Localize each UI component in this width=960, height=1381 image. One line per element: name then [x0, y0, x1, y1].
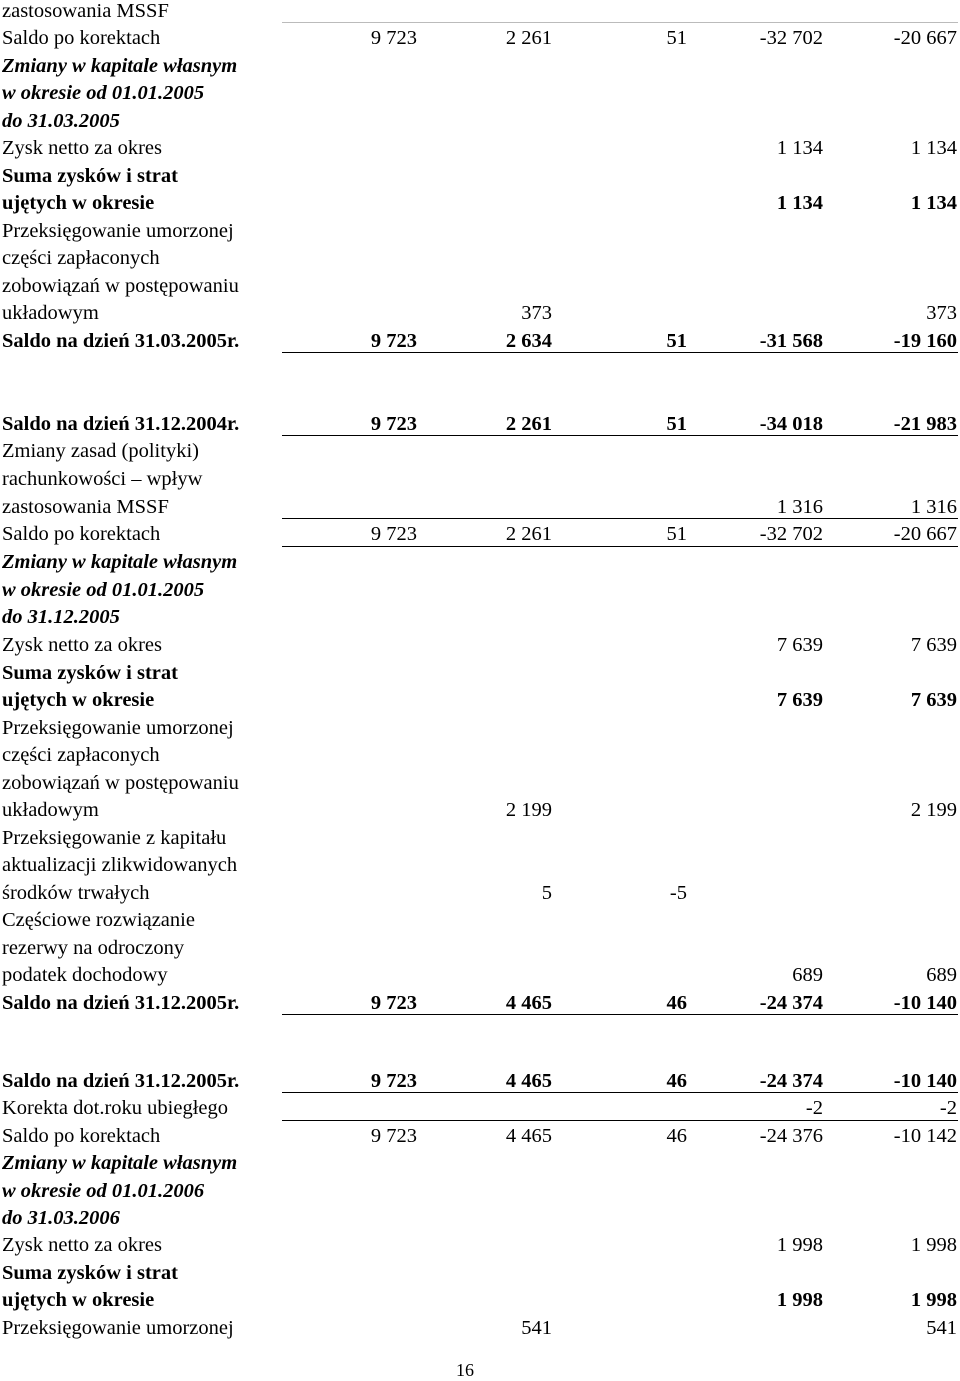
row-value-col-5: -10 140: [893, 992, 957, 1014]
row-value-col-2: 4 465: [505, 992, 552, 1014]
row-label: Zysk netto za okres: [2, 1234, 162, 1256]
row-label: ujętych w okresie: [2, 1289, 155, 1311]
row-value-col-5: 1 316: [910, 496, 957, 518]
row-label: ujętych w okresie: [2, 192, 155, 214]
row-label: Przeksięgowanie z kapitału: [2, 827, 227, 849]
table-row: [0, 521, 960, 548]
table-row: [0, 962, 960, 989]
table-row: [0, 1287, 960, 1314]
table-row: [0, 80, 960, 107]
row-value-col-1: 9 723: [370, 27, 417, 49]
table-row: [0, 990, 960, 1017]
row-label: Zmiany w kapitale własnym: [2, 1152, 238, 1174]
row-value-col-5: -10 140: [893, 1070, 957, 1092]
row-label: do 31.12.2005: [2, 606, 120, 628]
table-row: [0, 135, 960, 162]
table-row: [0, 935, 960, 962]
row-value-col-4: 1 134: [776, 137, 823, 159]
row-value-col-5: 1 998: [910, 1289, 957, 1311]
page-number: 16: [456, 1360, 474, 1380]
row-value-col-4: -34 018: [759, 413, 823, 435]
table-row: [0, 328, 960, 355]
row-value-col-3: 51: [666, 523, 687, 545]
row-value-col-2: 541: [521, 1317, 552, 1339]
row-label: Zmiany w kapitale własnym: [2, 55, 238, 77]
table-row: [0, 273, 960, 300]
row-value-col-4: 7 639: [776, 689, 823, 711]
table-row: [0, 190, 960, 217]
row-label: Przeksięgowanie umorzonej: [2, 717, 234, 739]
row-value-col-2: 4 465: [505, 1070, 552, 1092]
row-value-col-4: -32 702: [759, 523, 823, 545]
table-row: [0, 108, 960, 135]
row-value-col-1: 9 723: [370, 330, 417, 352]
table-row: [0, 549, 960, 576]
row-label: środków trwałych: [2, 882, 150, 904]
table-row: [0, 660, 960, 687]
row-value-col-2: 4 465: [505, 1125, 552, 1147]
table-row: [0, 1205, 960, 1232]
row-label: zastosowania MSSF: [2, 0, 169, 22]
row-value-col-2: 2 261: [505, 27, 552, 49]
row-label: do 31.03.2005: [2, 110, 120, 132]
table-row: [0, 1260, 960, 1287]
row-label: rezerwy na odroczony: [2, 937, 185, 959]
row-value-col-4: 1 998: [776, 1289, 823, 1311]
table-row: [0, 1095, 960, 1122]
row-value-col-1: 9 723: [370, 523, 417, 545]
row-value-col-4: 1 134: [776, 192, 823, 214]
table-row: [0, 797, 960, 824]
row-value-col-1: 9 723: [370, 413, 417, 435]
row-label: zobowiązań w postępowaniu: [2, 275, 239, 297]
row-label: Częściowe rozwiązanie: [2, 909, 195, 931]
row-value-col-3: 46: [666, 1125, 687, 1147]
table-row: [0, 1178, 960, 1205]
table-row: [0, 0, 960, 25]
row-label: ujętych w okresie: [2, 689, 155, 711]
table-row: [0, 218, 960, 245]
row-value-col-5: -20 667: [893, 523, 957, 545]
row-value-col-4: 1 316: [776, 496, 823, 518]
row-label: w okresie od 01.01.2006: [2, 1180, 205, 1202]
row-label: Saldo na dzień 31.12.2004r.: [2, 413, 240, 435]
row-label: do 31.03.2006: [2, 1207, 120, 1229]
row-value-col-5: 541: [926, 1317, 957, 1339]
row-label: Saldo po korektach: [2, 1125, 161, 1147]
row-label: części zapłaconych: [2, 247, 160, 269]
row-label: Saldo na dzień 31.12.2005r.: [2, 992, 240, 1014]
table-row: [0, 25, 960, 52]
row-value-col-4: 7 639: [776, 634, 823, 656]
table-row: [0, 880, 960, 907]
row-label: zobowiązań w postępowaniu: [2, 772, 239, 794]
row-value-col-1: 9 723: [370, 992, 417, 1014]
row-label: podatek dochodowy: [2, 964, 168, 986]
row-label: w okresie od 01.01.2005: [2, 82, 205, 104]
row-value-col-5: -21 983: [893, 413, 957, 435]
row-label: Saldo na dzień 31.03.2005r.: [2, 330, 240, 352]
table-row: [0, 825, 960, 852]
row-label: Saldo po korektach: [2, 27, 161, 49]
table-row: [0, 163, 960, 190]
row-value-col-2: 373: [521, 302, 552, 324]
row-label: Saldo po korektach: [2, 523, 161, 545]
table-row: [0, 1068, 960, 1095]
row-value-col-4: 1 998: [776, 1234, 823, 1256]
row-value-col-5: -19 160: [893, 330, 957, 352]
row-value-col-2: 2 634: [505, 330, 552, 352]
row-value-col-4: 689: [792, 964, 823, 986]
row-label: układowym: [2, 302, 99, 324]
table-row: [0, 715, 960, 742]
table-row: [0, 770, 960, 797]
row-label: aktualizacji zlikwidowanych: [2, 854, 238, 876]
row-label: układowym: [2, 799, 99, 821]
row-value-col-5: 1 134: [910, 192, 957, 214]
row-value-col-5: 373: [926, 302, 957, 324]
row-label: Suma zysków i strat: [2, 662, 178, 684]
row-value-col-4: -24 374: [759, 1070, 823, 1092]
table-row: [0, 1315, 960, 1342]
table-row: [0, 1150, 960, 1177]
table-row: [0, 1232, 960, 1259]
row-value-col-4: -32 702: [759, 27, 823, 49]
row-value-col-5: 7 639: [910, 634, 957, 656]
row-value-col-2: 5: [541, 882, 552, 904]
table-row: [0, 53, 960, 80]
table-row: [0, 577, 960, 604]
row-value-col-2: 2 261: [505, 523, 552, 545]
row-label: części zapłaconych: [2, 744, 160, 766]
table-row: [0, 494, 960, 521]
table-row: [0, 245, 960, 272]
table-row: [0, 604, 960, 631]
table-row: [0, 632, 960, 659]
row-value-col-3: 51: [666, 413, 687, 435]
row-value-col-1: 9 723: [370, 1070, 417, 1092]
row-value-col-4: -2: [805, 1097, 823, 1119]
row-value-col-3: 51: [666, 27, 687, 49]
row-value-col-2: 2 199: [505, 799, 552, 821]
row-value-col-3: 46: [666, 1070, 687, 1092]
table-row: [0, 742, 960, 769]
row-value-col-3: -5: [669, 882, 687, 904]
row-value-col-4: -31 568: [759, 330, 823, 352]
row-label: Zmiany w kapitale własnym: [2, 551, 238, 573]
row-value-col-5: 689: [926, 964, 957, 986]
row-value-col-5: -2: [939, 1097, 957, 1119]
row-value-col-5: 1 998: [910, 1234, 957, 1256]
row-value-col-2: 2 261: [505, 413, 552, 435]
table-row: [0, 466, 960, 493]
row-value-col-5: 2 199: [910, 799, 957, 821]
row-label: Zysk netto za okres: [2, 634, 162, 656]
row-label: zastosowania MSSF: [2, 496, 169, 518]
row-value-col-3: 46: [666, 992, 687, 1014]
row-value-col-4: -24 376: [759, 1125, 823, 1147]
row-value-col-5: -10 142: [893, 1125, 957, 1147]
row-label: Saldo na dzień 31.12.2005r.: [2, 1070, 240, 1092]
row-label: Korekta dot.roku ubiegłego: [2, 1097, 229, 1119]
row-label: Suma zysków i strat: [2, 165, 178, 187]
row-value-col-5: -20 667: [893, 27, 957, 49]
row-value-col-1: 9 723: [370, 1125, 417, 1147]
row-value-col-3: 51: [666, 330, 687, 352]
row-value-col-4: -24 374: [759, 992, 823, 1014]
row-value-col-5: 7 639: [910, 689, 957, 711]
row-label: Zmiany zasad (polityki): [2, 440, 199, 462]
table-row: [0, 907, 960, 934]
table-row: [0, 852, 960, 879]
table-row: [0, 411, 960, 438]
row-label: Przeksięgowanie umorzonej: [2, 220, 234, 242]
table-row: [0, 300, 960, 327]
row-label: rachunkowości – wpływ: [2, 468, 203, 490]
row-label: Przeksięgowanie umorzonej: [2, 1317, 234, 1339]
row-value-col-5: 1 134: [910, 137, 957, 159]
row-label: w okresie od 01.01.2005: [2, 579, 205, 601]
table-row: [0, 438, 960, 465]
row-label: Zysk netto za okres: [2, 137, 162, 159]
table-row: [0, 687, 960, 714]
row-label: Suma zysków i strat: [2, 1262, 178, 1284]
table-row: [0, 1123, 960, 1150]
